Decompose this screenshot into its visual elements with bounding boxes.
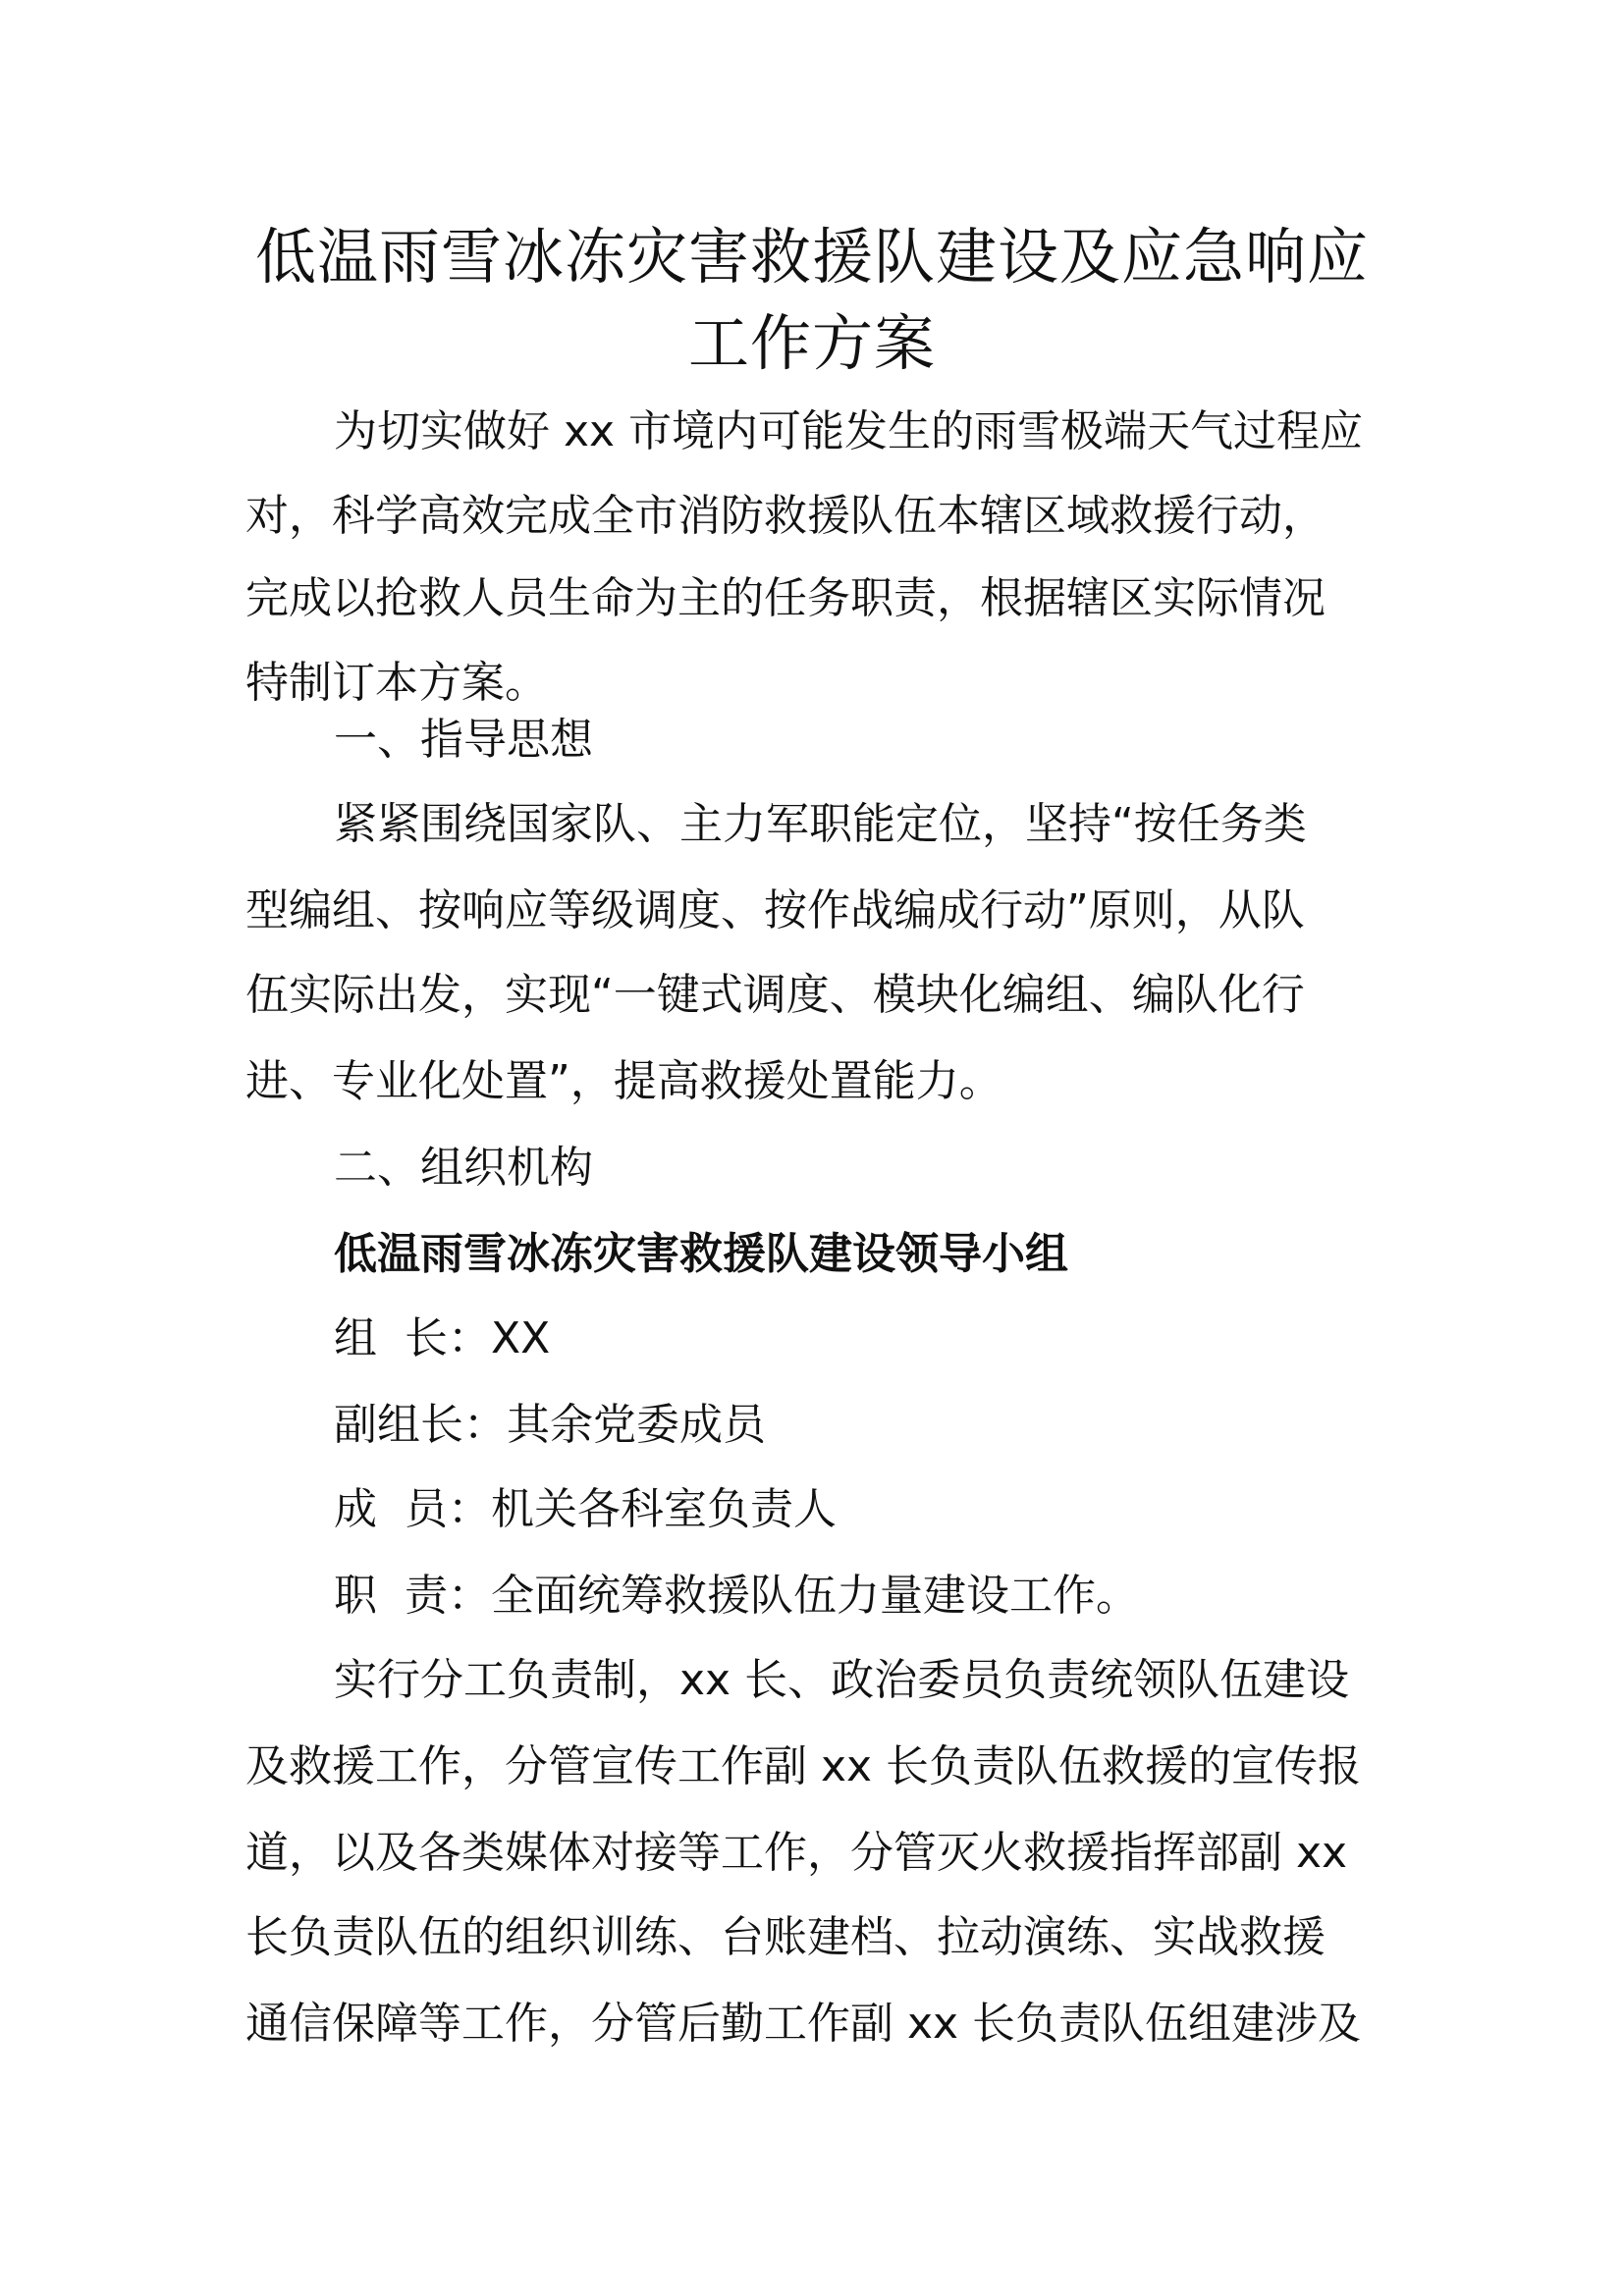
document-title-line-2: 工作方案 xyxy=(687,307,936,379)
division-line-3: 道，以及各类媒体对接等工作，分管灭火救援指挥部副 xx xyxy=(245,1828,1348,1878)
intro-line-1: 为切实做好 xx 市境内可能发生的雨雪极端天气过程应 xyxy=(334,406,1364,456)
division-line-1: 实行分工负责制，xx 长、政治委员负责统领队伍建设 xyxy=(334,1655,1350,1705)
duty-line: 职 责：全面统筹救援队伍力量建设工作。 xyxy=(334,1571,1139,1621)
section1-line-3: 伍实际出发，实现“一键式调度、模块化编组、编队化行 xyxy=(245,970,1305,1020)
section-heading-guiding-ideology: 一、指导思想 xyxy=(334,715,593,765)
section1-line-4: 进、专业化处置”，提高救援处置能力。 xyxy=(245,1056,1002,1106)
intro-line-4: 特制订本方案。 xyxy=(245,658,548,708)
section1-line-1: 紧紧围绕国家队、主力军职能定位，坚持“按任务类 xyxy=(334,799,1307,849)
document-title-line-1: 低温雨雪冰冻灾害救援队建设及应急响应 xyxy=(254,221,1369,293)
division-line-5: 通信保障等工作，分管后勤工作副 xx 长负责队伍组建涉及 xyxy=(245,1999,1362,2049)
intro-line-2: 对，科学高效完成全市消防救援队伍本辖区域救援行动， xyxy=(245,491,1326,541)
section1-line-2: 型编组、按响应等级调度、按作战编成行动”原则，从队 xyxy=(245,885,1305,935)
deputy-leader-line: 副组长：其余党委成员 xyxy=(334,1400,766,1450)
division-line-2: 及救援工作，分管宣传工作副 xx 长负责队伍救援的宣传报 xyxy=(245,1741,1362,1791)
leader-line: 组 长：XX xyxy=(334,1313,551,1363)
division-line-4: 长负责队伍的组织训练、台账建档、拉动演练、实战救援 xyxy=(245,1912,1326,1962)
section-heading-organization: 二、组织机构 xyxy=(334,1143,593,1193)
members-line: 成 员：机关各科室负责人 xyxy=(334,1484,837,1534)
intro-line-3: 完成以抢救人员生命为主的任务职责，根据辖区实际情况 xyxy=(245,573,1326,623)
leadership-group-title: 低温雨雪冰冻灾害救援队建设领导小组 xyxy=(334,1229,1068,1279)
